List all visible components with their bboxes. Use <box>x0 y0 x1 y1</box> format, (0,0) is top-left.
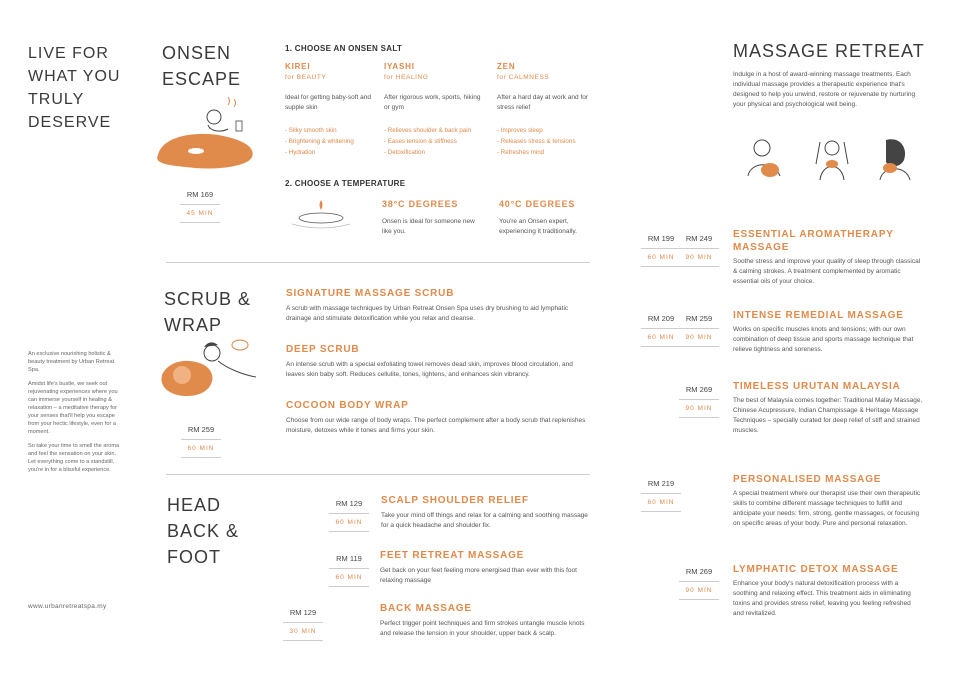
treatment-deep-scrub[interactable] <box>286 344 591 380</box>
scrub-title: SCRUB & WRAP <box>164 289 252 335</box>
temp-38[interactable] <box>382 199 487 237</box>
treatment-cocoon-wrap[interactable] <box>286 400 591 436</box>
duration-label: 60 MIN <box>647 334 675 341</box>
treatment-description: Soothe stress and improve your quality of sleep through classical & calming strokes. A treatment complemented by aromatic essential oils of your choice. <box>733 258 921 285</box>
price-label: RM 219 <box>647 479 675 488</box>
treatment-description: Choose from our wide range of body wraps. The perfect complement after a body scrub that replenishes moisture, detoxes while it tones and firms your skin. <box>286 417 586 434</box>
intro-paragraph: Amidst life's bustle, we seek out rejuvenating experiences where you can immerse yourself in healing & relaxation – a meditative therapy for your senses that'll help you escape from your hectic lifestyle, even for a moment. <box>28 381 118 435</box>
treatment-description: The best of Malaysia comes together: Traditional Malay Massage, Chinese Acupressure, Indian Champissage & Heritage Massage Techniques – specially curated for deep relief of stiff and strained muscles. <box>733 397 923 434</box>
duration-label: 60 MIN <box>335 519 363 526</box>
treatment-title: COCOON BODY WRAP <box>286 400 409 411</box>
temp-description: You're an Onsen expert, experiencing it traditionally. <box>499 218 577 235</box>
treatment-title: INTENSE REMEDIAL MASSAGE <box>733 310 904 321</box>
intro-text <box>28 350 120 480</box>
intro-paragraph: An exclusive nourishing holistic & beauty treatment by Urban Retreat Spa. <box>28 351 115 373</box>
salt-purpose: for CALMNESS <box>497 74 550 81</box>
salt-name: ZEN <box>497 62 516 71</box>
price-label: RM 129 <box>289 608 317 617</box>
onsen-title: ONSEN ESCAPE <box>162 43 242 89</box>
hbf-price-block <box>283 608 323 641</box>
step-choose-salt: 1. CHOOSE AN ONSEN SALT <box>285 44 403 53</box>
treatment-back-massage[interactable] <box>380 603 596 639</box>
duration-label: 30 MIN <box>289 628 317 635</box>
massage-title: MASSAGE RETREAT <box>733 41 925 61</box>
salt-name: KIREI <box>285 62 311 71</box>
duration-label: 90 MIN <box>685 254 713 261</box>
treatment-description: Perfect trigger point techniques and firm strokes untangle muscle knots and release the tension in your shoulder, upper back & scalp. <box>380 620 585 637</box>
treatment-title: BACK MASSAGE <box>380 603 472 614</box>
massage-figure-icon <box>816 141 848 180</box>
price-label: RM 209 <box>647 314 675 323</box>
massage-price-block <box>679 385 719 418</box>
treatment-description: Works on specific muscles knots and tensions; with our own combination of deep tissue and sports massage technique that relieve tightness and soreness. <box>733 326 914 353</box>
benefit-item: - Improves sleep <box>497 127 543 134</box>
tagline: LIVE FOR WHAT YOU TRULY DESERVE <box>28 45 121 131</box>
massage-price-block <box>641 314 681 347</box>
salt-zen[interactable] <box>497 62 597 158</box>
duration-label: 90 MIN <box>685 587 713 594</box>
hbf-title: HEAD BACK & FOOT <box>167 495 240 567</box>
scrub-price-block <box>181 425 221 458</box>
treatment-title: ESSENTIAL AROMATHERAPY MASSAGE <box>733 229 894 253</box>
benefit-item: - Silky smooth skin <box>285 127 337 134</box>
salt-benefits <box>384 125 489 158</box>
massage-urutan[interactable] <box>733 380 923 436</box>
massage-aromatherapy[interactable] <box>733 228 923 287</box>
benefit-item: - Relieves shoulder & back pain <box>384 127 472 134</box>
massage-price-block <box>679 567 719 600</box>
section-divider <box>166 262 590 263</box>
treatment-description: Enhance your body's natural detoxification process with a soothing and relaxing effect. This treatment aids in eliminating toxins and provides stress relief, leaving you feeling refreshed and revitalized. <box>733 580 911 617</box>
onsen-price-block <box>180 190 220 223</box>
section-divider <box>166 474 590 475</box>
candle-icon <box>288 196 354 232</box>
benefit-item: - Hydration <box>285 149 316 156</box>
massage-figure-icon <box>880 139 910 180</box>
massage-price-block <box>641 479 681 512</box>
website-link[interactable]: www.urbanretreatspa.my <box>28 603 107 610</box>
price-label: RM 129 <box>335 499 363 508</box>
treatment-description: A scrub with massage techniques by Urban Retreat Onsen Spa uses dry brushing to aid lymphatic drainage and stimulate detoxification while you relax and cleanse. <box>286 305 569 322</box>
treatment-description: Take your mind off things and relax for a calming and soothing massage for a quick headache and shoulder fix. <box>381 512 588 529</box>
price-label: RM 269 <box>685 567 713 576</box>
hbf-price-block <box>329 554 369 587</box>
treatment-title: SIGNATURE MASSAGE SCRUB <box>286 288 455 299</box>
duration-label: 90 MIN <box>685 405 713 412</box>
price-label: RM 259 <box>685 314 713 323</box>
intro-paragraph: So take your time to smell the aroma and feel the sensation on your skin. Let everything come to a standstill, you're in for a blissful experience. <box>28 443 120 473</box>
benefit-item: - Releases stress & tensions <box>497 138 576 145</box>
duration-label: 60 MIN <box>647 499 675 506</box>
price-label: RM 249 <box>685 234 713 243</box>
treatment-title: SCALP SHOULDER RELIEF <box>381 495 529 506</box>
price-label: RM 169 <box>186 190 214 199</box>
temp-40[interactable] <box>499 199 604 237</box>
price-label: RM 119 <box>336 554 362 563</box>
duration-label: 60 MIN <box>647 254 675 261</box>
treatment-scalp-shoulder[interactable] <box>381 495 593 531</box>
benefit-item: - Refreshes mind <box>497 149 545 156</box>
duration-label: 90 MIN <box>685 334 713 341</box>
salt-kirei[interactable] <box>285 62 385 158</box>
temp-name: 40°C DEGREES <box>499 199 576 209</box>
treatment-title: PERSONALISED MASSAGE <box>733 474 882 485</box>
treatment-description: A special treatment where our therapist use their own therapeutic skills to combine different massage techniques to fulfill and anticipate your needs: firm, strong, gentle massages, or focusing on specific areas of your body. Pure and personal relaxation. <box>733 490 921 527</box>
salt-description: After rigorous work, sports, hiking or gym <box>384 94 481 111</box>
massage-price-block <box>679 234 719 267</box>
price-label: RM 199 <box>647 234 675 243</box>
massage-intro: Indulge in a host of award-winning massage treatments. Each individual massage provides a therapeutic experience that's designed to help you unwind, restore or rejuvenate by nurturing your physical and psychological well being. <box>733 71 916 108</box>
massage-figure-icon <box>748 140 780 177</box>
treatment-title: LYMPHATIC DETOX MASSAGE <box>733 564 899 575</box>
step-choose-temperature: 2. CHOOSE A TEMPERATURE <box>285 179 406 188</box>
duration-label: 60 MIN <box>187 445 215 452</box>
treatment-title: TIMELESS URUTAN MALAYSIA <box>733 381 901 392</box>
massage-personalised[interactable] <box>733 473 923 529</box>
treatment-title: FEET RETREAT MASSAGE <box>380 550 525 561</box>
salt-description: Ideal for getting baby-soft and supple skin <box>285 94 372 111</box>
duration-label: 60 MIN <box>335 574 363 581</box>
hbf-price-block <box>329 499 369 532</box>
treatment-feet-retreat[interactable] <box>380 550 594 586</box>
treatment-title: DEEP SCRUB <box>286 344 360 355</box>
treatment-signature-scrub[interactable] <box>286 288 591 324</box>
salt-purpose: for BEAUTY <box>285 74 327 81</box>
price-label: RM 259 <box>187 425 215 434</box>
temp-name: 38°C DEGREES <box>382 199 459 209</box>
massage-lymphatic[interactable] <box>733 563 923 619</box>
scrub-illustration <box>152 335 262 405</box>
salt-purpose: for HEALING <box>384 74 429 81</box>
onsen-bath-illustration <box>152 95 262 175</box>
salt-name: IYASHI <box>384 62 415 71</box>
benefit-item: - Eases tension & stiffness <box>384 138 457 145</box>
treatment-description: Get back on your feet feeling more energised than ever with this foot relaxing massage <box>380 567 577 584</box>
price-label: RM 269 <box>685 385 713 394</box>
salt-benefits <box>285 125 385 158</box>
salt-iyashi[interactable] <box>384 62 489 158</box>
massage-price-block <box>679 314 719 347</box>
treatment-description: An intense scrub with a special exfoliating towel removes dead skin, improves blood circulation, and leaves skin baby soft. Reduces cellulite, tones, lightens, and enhances skin vibrancy. <box>286 361 573 378</box>
benefit-item: - Detoxification <box>384 149 425 156</box>
massage-illustrations <box>740 134 920 186</box>
massage-price-block <box>641 234 681 267</box>
massage-remedial[interactable] <box>733 309 923 355</box>
temp-description: Onsen is ideal for someone new like you. <box>382 218 475 235</box>
salt-description: After a hard day at work and for stress relief <box>497 94 589 111</box>
benefit-item: - Brightening & whitening <box>285 138 354 145</box>
salt-benefits <box>497 125 597 158</box>
duration-label: 45 MIN <box>186 210 214 217</box>
